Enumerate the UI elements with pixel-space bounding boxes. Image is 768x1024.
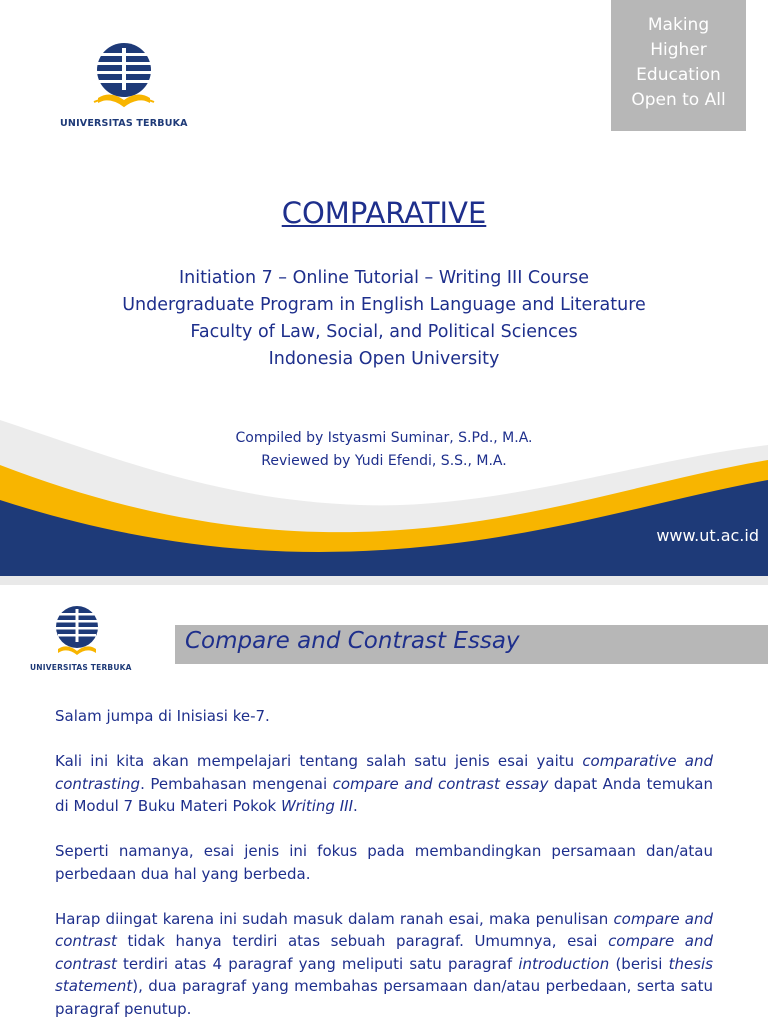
subtitle-line: Initiation 7 – Online Tutorial – Writing III Course [178, 268, 590, 288]
section-title: Compare and Contrast Essay [185, 628, 520, 654]
paragraph-structure: Harap diingat karena ini sudah masuk dalam ranah esai, maka penulisan compare and contrast tidak hanya terdiri atas sebuah paragraf. Umumnya, esai compare and contrast terdiri atas 4 paragraf yang meliputi satu paragraf introduction (berisi thesis statement), dua paragraf yang membahas persamaan dan/atau perbedaan, serta satu paragraf penutup. [55, 909, 714, 1018]
subtitle-line: Indonesia Open University [268, 349, 500, 369]
tagline-line: Education [636, 65, 721, 85]
paragraph-definition: Seperti namanya, esai jenis ini fokus pada membandingkan persamaan dan/atau perbedaan dua hal yang berbeda. [55, 842, 713, 883]
logo-text: UNIVERSITAS TERBUKA [30, 663, 132, 672]
credits [0, 427, 768, 473]
tagline-box [611, 0, 746, 131]
tagline-line: Open to All [631, 90, 726, 110]
university-logo [60, 40, 190, 129]
compiled-by: Compiled by Istyasmi Suminar, S.Pd., M.A. [235, 430, 533, 446]
subtitle-line: Undergraduate Program in English Language and Literature [122, 295, 646, 315]
tagline-line: Making [647, 15, 710, 35]
university-logo-small [30, 603, 132, 672]
paragraph-greeting: Salam jumpa di Inisiasi ke-7. [55, 707, 270, 725]
ut-emblem-icon [30, 603, 125, 663]
ut-emblem-icon [60, 40, 190, 120]
section-banner [175, 625, 768, 664]
slide-body [55, 705, 713, 1024]
slide-subtitle [0, 265, 768, 373]
logo-text: UNIVERSITAS TERBUKA [60, 118, 188, 129]
slide-separator [0, 576, 768, 585]
slide-title: COMPARATIVE [281, 196, 487, 230]
subtitle-line: Faculty of Law, Social, and Political Sciences [190, 322, 578, 342]
paragraph-intro: Kali ini kita akan mempelajari tentang salah satu jenis esai yaitu comparative and contrasting. Pembahasan mengenai compare and contrast essay dapat Anda temukan di Modul 7 Buku Materi Pokok Writing III. [55, 752, 714, 815]
reviewed-by: Reviewed by Yudi Efendi, S.S., M.A. [261, 453, 507, 469]
tagline-line: Higher [650, 40, 707, 60]
website-url: www.ut.ac.id [656, 526, 759, 545]
content-slide [0, 585, 768, 1024]
